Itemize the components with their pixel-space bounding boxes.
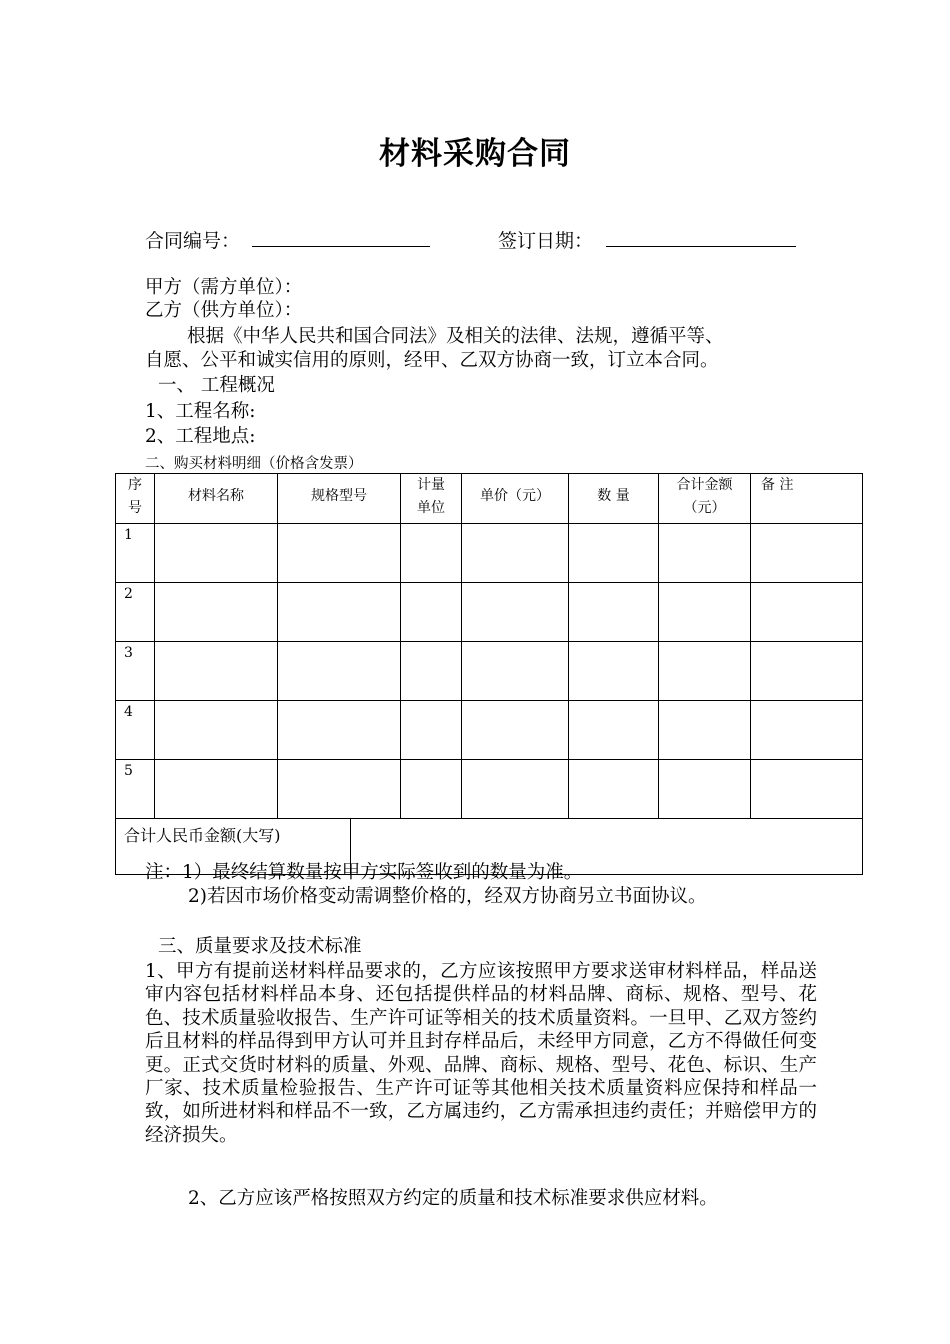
cell-quantity[interactable] bbox=[569, 583, 659, 642]
cell-remark[interactable] bbox=[751, 760, 863, 819]
row-number: 1 bbox=[116, 524, 155, 583]
cell-quantity[interactable] bbox=[569, 524, 659, 583]
cell-remark[interactable] bbox=[751, 524, 863, 583]
header-unit-price: 单价（元） bbox=[462, 474, 569, 524]
table-row bbox=[116, 760, 863, 819]
intro-line-1: 根据《中华人民共和国合同法》及相关的法律、法规，遵循平等、 bbox=[187, 326, 724, 347]
header-amount: 合计金额 （元） bbox=[659, 474, 751, 524]
section-2-heading: 二、购买材料明细（价格含发票） bbox=[145, 456, 363, 472]
cell-material-name[interactable] bbox=[155, 642, 278, 701]
cell-remark[interactable] bbox=[751, 701, 863, 760]
table-row bbox=[116, 642, 863, 701]
contract-number-field[interactable] bbox=[252, 246, 430, 247]
cell-spec[interactable] bbox=[278, 760, 401, 819]
cell-remark[interactable] bbox=[751, 642, 863, 701]
header-seq: 序 号 bbox=[116, 474, 155, 524]
row-number: 3 bbox=[116, 642, 155, 701]
materials-table bbox=[115, 473, 863, 875]
header-remark: 备 注 bbox=[751, 474, 863, 524]
cell-remark[interactable] bbox=[751, 583, 863, 642]
cell-unit-price[interactable] bbox=[462, 583, 569, 642]
cell-unit[interactable] bbox=[401, 701, 462, 760]
cell-unit-price[interactable] bbox=[462, 642, 569, 701]
cell-material-name[interactable] bbox=[155, 760, 278, 819]
cell-material-name[interactable] bbox=[155, 524, 278, 583]
note-1: 注：1）最终结算数量按甲方实际签收到的数量为准。 bbox=[145, 862, 583, 883]
cell-unit[interactable] bbox=[401, 642, 462, 701]
party-b-label: 乙方（供方单位）： bbox=[145, 300, 303, 321]
section-3-paragraph-2: 2、乙方应该严格按照双方约定的质量和技术标准要求供应材料。 bbox=[188, 1188, 718, 1209]
header-material-name: 材料名称 bbox=[155, 474, 278, 524]
table-row bbox=[116, 583, 863, 642]
cell-spec[interactable] bbox=[278, 701, 401, 760]
cell-spec[interactable] bbox=[278, 642, 401, 701]
cell-material-name[interactable] bbox=[155, 701, 278, 760]
cell-spec[interactable] bbox=[278, 524, 401, 583]
row-number: 4 bbox=[116, 701, 155, 760]
section-1-heading: 一、 工程概况 bbox=[158, 375, 275, 396]
document-title: 材料采购合同 bbox=[379, 136, 571, 172]
table-row bbox=[116, 701, 863, 760]
contract-number-label: 合同编号： bbox=[145, 230, 241, 252]
total-amount-label: 合计人民币金额(大写) bbox=[116, 819, 351, 874]
cell-unit[interactable] bbox=[401, 760, 462, 819]
cell-amount[interactable] bbox=[659, 642, 751, 701]
cell-quantity[interactable] bbox=[569, 760, 659, 819]
cell-quantity[interactable] bbox=[569, 701, 659, 760]
intro-line-2: 自愿、公平和诚实信用的原则，经甲、乙双方协商一致，订立本合同。 bbox=[145, 350, 719, 371]
cell-spec[interactable] bbox=[278, 583, 401, 642]
sign-date-label: 签订日期： bbox=[498, 230, 594, 252]
row-number: 2 bbox=[116, 583, 155, 642]
table-row bbox=[116, 524, 863, 583]
sign-date-field[interactable] bbox=[606, 246, 796, 247]
header-quantity: 数 量 bbox=[569, 474, 659, 524]
cell-unit-price[interactable] bbox=[462, 524, 569, 583]
section-3-paragraph-1: 1、甲方有提前送材料样品要求的，乙方应该按照甲方要求送审材料样品，样品送审内容包括材料样品本身、还包括提供样品的材料品牌、商标、规格、型号、花色、技术质量验收报告、生产许可证等相关的技术质量资料。一旦甲、乙双方签约后且材料的样品得到甲方认可并且封存样品后，未经甲方同意，乙方不得做任何变更。正式交货时材料的质量、外观、品牌、商标、规格、型号、花色、标识、生产厂家、技术质量检验报告、生产许可证等其他相关技术质量资料应保持和样品一致，如所进材料和样品不一致，乙方属违约，乙方需承担违约责任；并赔偿甲方的经济损失。 bbox=[145, 961, 817, 1146]
cell-amount[interactable] bbox=[659, 583, 751, 642]
note-2: 2)若因市场价格变动需调整价格的，经双方协商另立书面协议。 bbox=[188, 886, 707, 907]
cell-amount[interactable] bbox=[659, 701, 751, 760]
cell-quantity[interactable] bbox=[569, 642, 659, 701]
header-spec: 规格型号 bbox=[278, 474, 401, 524]
cell-unit-price[interactable] bbox=[462, 701, 569, 760]
cell-unit-price[interactable] bbox=[462, 760, 569, 819]
cell-unit[interactable] bbox=[401, 524, 462, 583]
cell-amount[interactable] bbox=[659, 524, 751, 583]
project-location-label: 2、工程地点: bbox=[145, 426, 256, 447]
header-unit: 计量 单位 bbox=[401, 474, 462, 524]
row-number: 5 bbox=[116, 760, 155, 819]
cell-amount[interactable] bbox=[659, 760, 751, 819]
party-a-label: 甲方（需方单位）： bbox=[145, 277, 303, 298]
cell-unit[interactable] bbox=[401, 583, 462, 642]
section-3-heading: 三、质量要求及技术标准 bbox=[158, 936, 362, 957]
cell-material-name[interactable] bbox=[155, 583, 278, 642]
table-header-row bbox=[116, 474, 863, 524]
project-name-label: 1、工程名称: bbox=[145, 401, 256, 422]
